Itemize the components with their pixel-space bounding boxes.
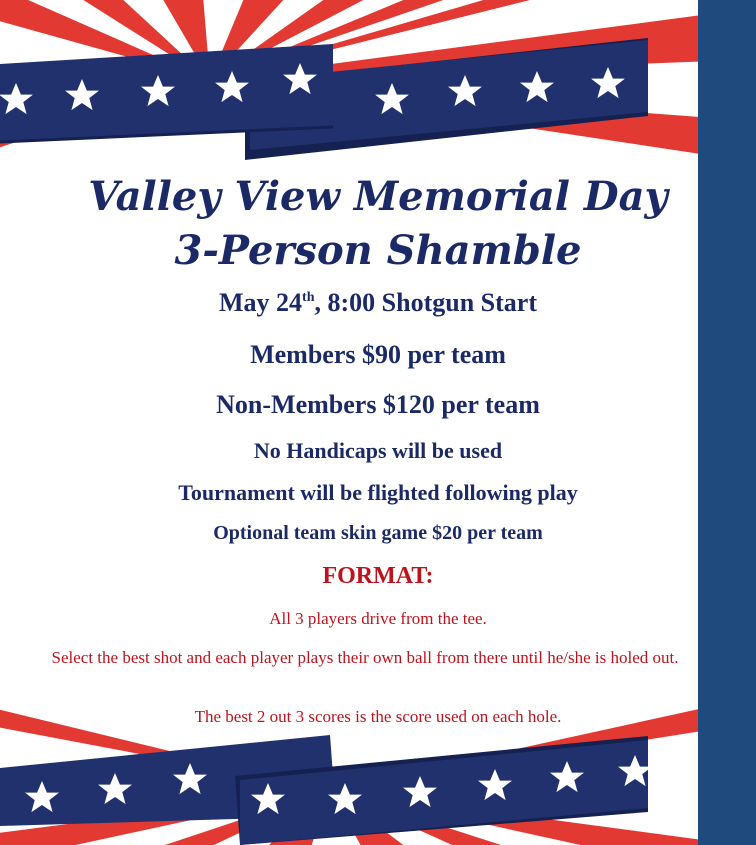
nonmembers-fee: Non-Members $120 per team — [216, 390, 540, 419]
format-heading: FORMAT: — [322, 563, 434, 589]
flighted-note: Tournament will be flighted following play — [178, 480, 578, 505]
event-date: May 24th, 8:00 Shotgun Start — [219, 288, 537, 317]
format-rule-1: All 3 players drive from the tee. — [269, 609, 487, 628]
handicaps-note: No Handicaps will be used — [253, 438, 503, 463]
title-line-2: 3-Person Shamble — [174, 227, 582, 274]
format-rule-3: The best 2 out 3 scores is the score used on each hole. — [194, 707, 562, 726]
top-banner — [0, 38, 648, 160]
format-rule-2: Select the best shot and each player plays their own ball from there until he/she is holed out. — [51, 648, 679, 667]
title-line-1: Valley View Memorial Day — [88, 173, 668, 220]
members-fee: Members $90 per team — [250, 340, 506, 369]
skins-note: Optional team skin game $20 per team — [213, 522, 543, 544]
